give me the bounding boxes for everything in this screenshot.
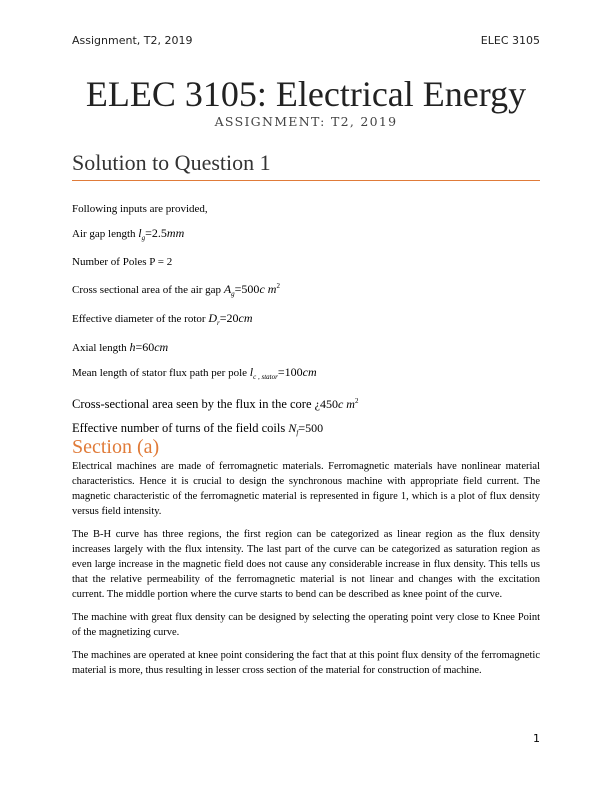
input-unit: cm: [238, 311, 253, 325]
input-axial: [72, 340, 540, 355]
input-unit: mm: [166, 226, 185, 240]
input-symbol: l: [138, 226, 142, 240]
input-unit: c m: [259, 282, 277, 296]
input-value: =20: [219, 311, 239, 325]
paragraph: The machines are operated at knee point considering the fact that at this point flux density of the ferromagnetic material is more, thus resulting in lesser cross section of the material for construction of machine.: [72, 650, 540, 676]
input-superscript: 2: [276, 282, 280, 290]
input-subscript: r: [217, 319, 220, 327]
document-title: ELEC 3105: Electrical Energy: [85, 74, 527, 114]
paragraph: The machine with great flux density can be designed by selecting the operating point very close to Knee Point of the magnetizing curve.: [72, 612, 540, 638]
input-unit: cm: [302, 365, 317, 379]
input-value: =500: [234, 282, 260, 296]
input-value: =500: [298, 421, 324, 435]
input-symbol: A: [223, 282, 232, 296]
paragraph: The B-H curve has three regions, the first region can be categorized as linear region as the flux density increases largely with the flux intensity. The last part of the curve can be categorized as saturation region as even large increase in the magnetic field does not cause any considerable increase in flux density. This tells us that the relative permeability of the ferromagnetic material is not linear and changes with the excitation current. The middle portion where the curve starts to bend can be described as knee point of the curve.: [72, 529, 540, 600]
input-symbol: N: [288, 421, 297, 435]
input-label: Air gap length: [72, 228, 136, 240]
running-header-right: ELEC 3105: [480, 34, 540, 47]
input-value: =60: [135, 340, 155, 354]
input-subscript: g: [231, 290, 235, 298]
input-poles: Number of Poles P = 2: [72, 256, 173, 268]
input-air-gap: [72, 226, 540, 245]
section-a-body: [72, 459, 540, 686]
input-label: Effective number of turns of the field coils: [72, 421, 286, 435]
section-a-heading: Section (a): [72, 436, 160, 458]
input-superscript: 2: [354, 397, 359, 405]
input-label: Axial length: [72, 342, 127, 354]
input-symbol: D: [208, 311, 217, 325]
input-value: =2.5: [145, 226, 167, 240]
input-symbol: h: [129, 340, 136, 354]
input-label: Mean length of stator flux path per pole: [72, 367, 248, 379]
input-subscript: f: [296, 429, 299, 437]
solution-heading: Solution to Question 1: [72, 150, 540, 181]
input-label: Effective diameter of the rotor: [72, 313, 206, 325]
input-label: Cross sectional area of the air gap: [72, 284, 222, 296]
inputs-intro: Following inputs are provided,: [72, 203, 208, 215]
input-value: ¿450: [314, 397, 338, 411]
input-value: =100: [277, 365, 303, 379]
input-subscript: c , stator: [253, 373, 278, 381]
input-subscript: g: [141, 234, 146, 242]
input-flux-path: [72, 365, 540, 384]
document-subtitle: ASSIGNMENT: T2, 2019: [214, 114, 398, 129]
input-unit: c m: [337, 397, 355, 411]
paragraph: Electrical machines are made of ferromagnetic materials. Ferromagnetic materials have nonlinear material characteristics. Hence it is crucial to design the synchronous machine with appropriate field current. The magnetic characteristic of the ferromagnetic material is represented in figure 1, which is a plot of flux density versus field intensity.: [72, 461, 540, 517]
input-symbol: l: [249, 365, 254, 379]
inputs-list: [72, 202, 540, 450]
input-unit: cm: [154, 340, 169, 354]
input-label: Cross-sectional area seen by the flux in the core: [72, 397, 312, 411]
running-header-left: Assignment, T2, 2019: [72, 34, 193, 47]
input-area: [72, 279, 540, 301]
input-diameter: [72, 311, 540, 330]
page-number: 1: [533, 732, 540, 745]
input-core-area: [72, 394, 540, 411]
